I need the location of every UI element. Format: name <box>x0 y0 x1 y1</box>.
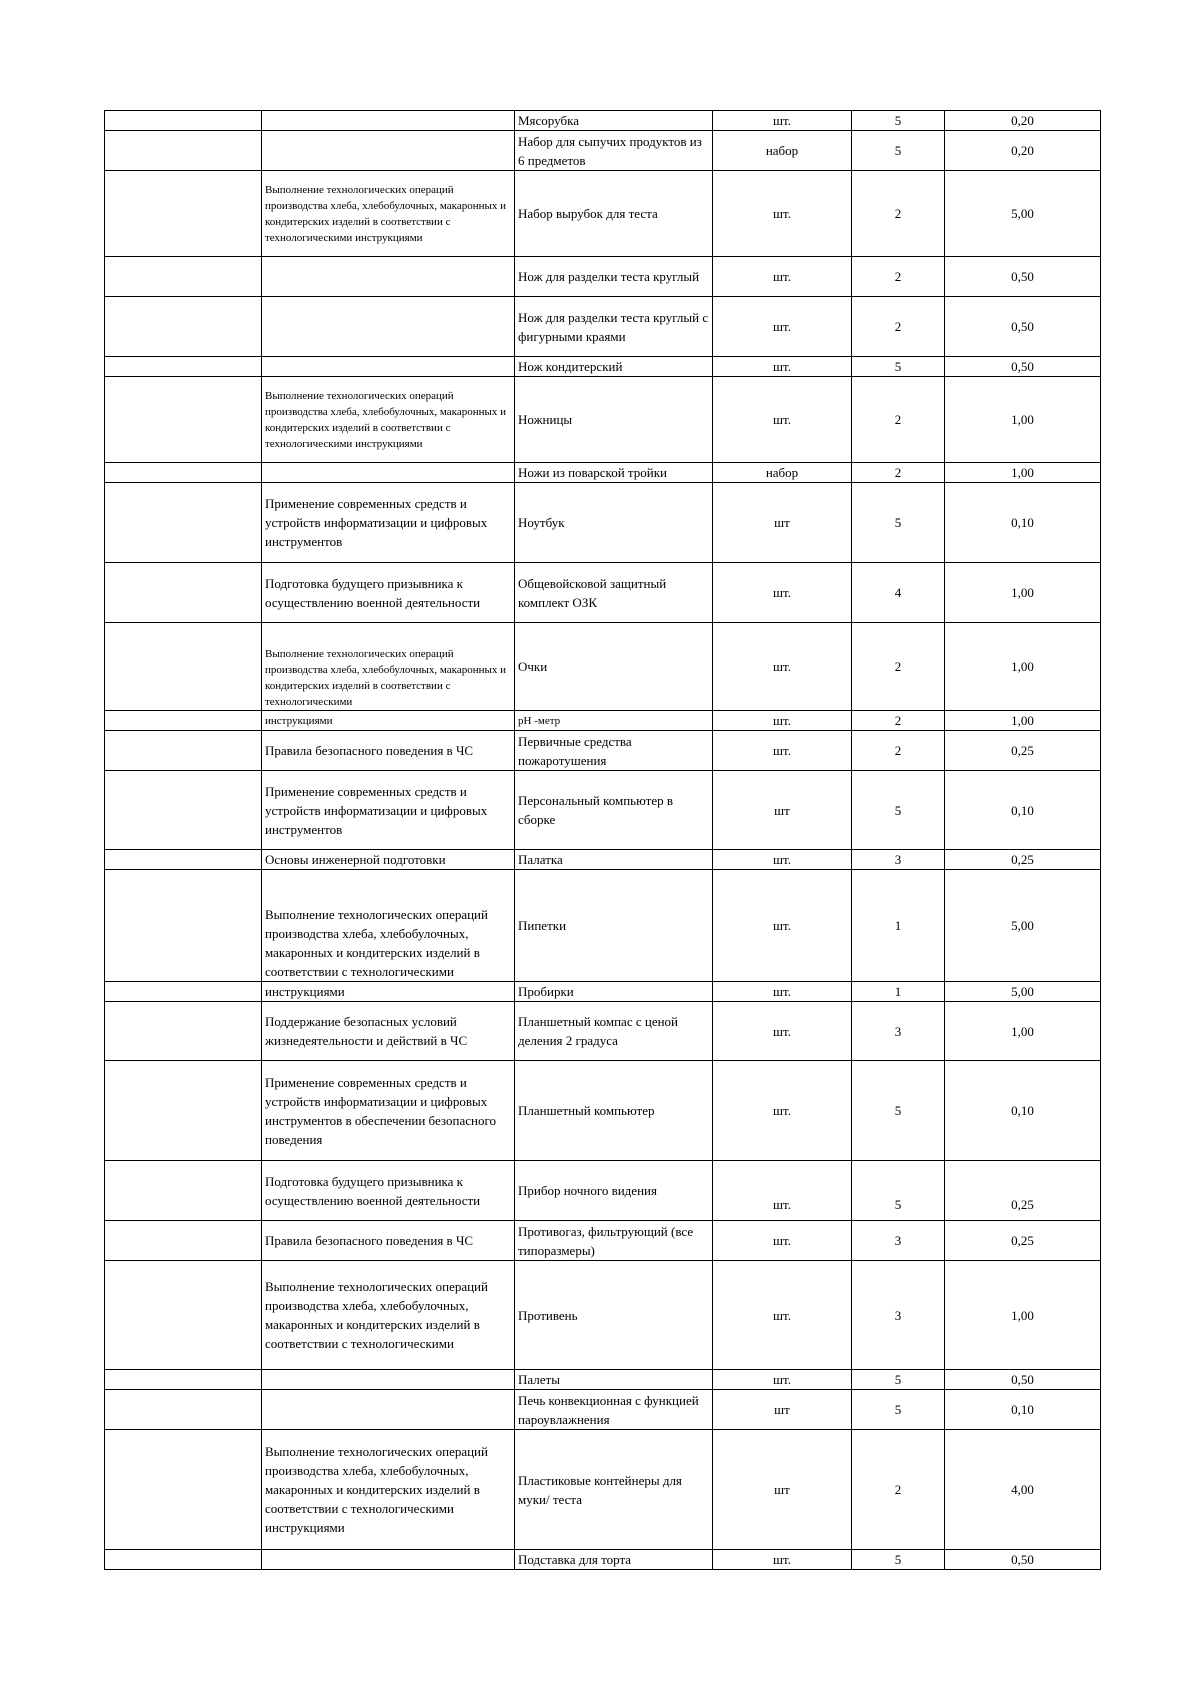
item-name-cell: Общевойсковой защитный комплект ОЗК <box>515 563 713 623</box>
unit-cell: шт. <box>713 257 852 297</box>
table-row <box>105 171 1101 257</box>
quantity-cell: 5 <box>852 1370 945 1390</box>
item-name-cell: Палатка <box>515 850 713 870</box>
table-row <box>105 623 1101 711</box>
item-name-cell: Мясорубка <box>515 111 713 131</box>
table-row <box>105 297 1101 357</box>
quantity-cell: 5 <box>852 771 945 850</box>
section-cell <box>262 357 515 377</box>
quantity-cell: 2 <box>852 463 945 483</box>
row-index-cell <box>105 257 262 297</box>
section-cell: Выполнение технологических операций производства хлеба, хлебобулочных, макаронных и кондитерских изделий в соответствии с технологическими инструкциями <box>262 171 515 257</box>
unit-cell: шт. <box>713 850 852 870</box>
unit-cell: шт. <box>713 377 852 463</box>
row-index-cell <box>105 623 262 711</box>
norm-cell: 5,00 <box>945 171 1101 257</box>
norm-cell: 0,50 <box>945 257 1101 297</box>
norm-cell: 0,20 <box>945 111 1101 131</box>
norm-cell: 0,25 <box>945 850 1101 870</box>
quantity-cell: 2 <box>852 377 945 463</box>
section-cell <box>262 1370 515 1390</box>
section-cell: Подготовка будущего призывника к осуществлению военной деятельности <box>262 563 515 623</box>
section-cell: Правила безопасного поведения в ЧС <box>262 731 515 771</box>
unit-cell: шт <box>713 771 852 850</box>
table-row <box>105 131 1101 171</box>
norm-cell: 4,00 <box>945 1430 1101 1550</box>
row-index-cell <box>105 731 262 771</box>
quantity-cell: 4 <box>852 563 945 623</box>
quantity-cell: 5 <box>852 131 945 171</box>
section-cell: Выполнение технологических операций производства хлеба, хлебобулочных, макаронных и кондитерских изделий в соответствии с технологическими <box>262 623 515 711</box>
norm-cell: 1,00 <box>945 463 1101 483</box>
row-index-cell <box>105 483 262 563</box>
row-index-cell <box>105 111 262 131</box>
section-cell <box>262 463 515 483</box>
table-row <box>105 1370 1101 1390</box>
unit-cell: шт <box>713 483 852 563</box>
row-index-cell <box>105 1390 262 1430</box>
norm-cell: 0,10 <box>945 771 1101 850</box>
quantity-cell: 3 <box>852 850 945 870</box>
section-cell <box>262 1390 515 1430</box>
row-index-cell <box>105 711 262 731</box>
section-cell: Применение современных средств и устройств информатизации и цифровых инструментов <box>262 483 515 563</box>
section-cell: Выполнение технологических операций производства хлеба, хлебобулочных, макаронных и кондитерских изделий в соответствии с технологическими <box>262 870 515 982</box>
table-row <box>105 870 1101 982</box>
section-cell: инструкциями <box>262 982 515 1002</box>
quantity-cell: 2 <box>852 171 945 257</box>
table-row <box>105 982 1101 1002</box>
unit-cell: шт. <box>713 563 852 623</box>
item-name-cell: Нож для разделки теста круглый с фигурными краями <box>515 297 713 357</box>
table-row <box>105 1002 1101 1061</box>
row-index-cell <box>105 357 262 377</box>
norm-cell: 1,00 <box>945 1261 1101 1370</box>
table-row <box>105 257 1101 297</box>
item-name-cell: Пробирки <box>515 982 713 1002</box>
row-index-cell <box>105 1002 262 1061</box>
quantity-cell: 2 <box>852 623 945 711</box>
row-index-cell <box>105 1430 262 1550</box>
quantity-cell: 5 <box>852 1161 945 1221</box>
table-row <box>105 563 1101 623</box>
section-cell: Применение современных средств и устройств информатизации и цифровых инструментов <box>262 771 515 850</box>
norm-cell: 5,00 <box>945 870 1101 982</box>
unit-cell: шт. <box>713 731 852 771</box>
item-name-cell: Прибор ночного видения <box>515 1161 713 1221</box>
quantity-cell: 5 <box>852 1550 945 1570</box>
row-index-cell <box>105 1061 262 1161</box>
table-row <box>105 850 1101 870</box>
norm-cell: 0,50 <box>945 357 1101 377</box>
quantity-cell: 5 <box>852 483 945 563</box>
quantity-cell: 5 <box>852 111 945 131</box>
norm-cell: 0,50 <box>945 1370 1101 1390</box>
row-index-cell <box>105 771 262 850</box>
unit-cell: шт. <box>713 297 852 357</box>
item-name-cell: Набор для сыпучих продуктов из 6 предметов <box>515 131 713 171</box>
item-name-cell: Печь конвекционная с функцией пароувлажнения <box>515 1390 713 1430</box>
quantity-cell: 1 <box>852 982 945 1002</box>
norm-cell: 1,00 <box>945 711 1101 731</box>
row-index-cell <box>105 131 262 171</box>
norm-cell: 0,10 <box>945 1390 1101 1430</box>
norm-cell: 0,50 <box>945 1550 1101 1570</box>
item-name-cell: Пипетки <box>515 870 713 982</box>
table-row <box>105 1261 1101 1370</box>
norm-cell: 0,20 <box>945 131 1101 171</box>
quantity-cell: 5 <box>852 1061 945 1161</box>
quantity-cell: 2 <box>852 257 945 297</box>
norm-cell: 1,00 <box>945 623 1101 711</box>
unit-cell: шт. <box>713 1002 852 1061</box>
unit-cell: шт. <box>713 1161 852 1221</box>
section-cell: Основы инженерной подготовки <box>262 850 515 870</box>
quantity-cell: 2 <box>852 1430 945 1550</box>
norm-cell: 0,25 <box>945 1161 1101 1221</box>
table-row <box>105 111 1101 131</box>
norm-cell: 1,00 <box>945 1002 1101 1061</box>
equipment-table <box>104 110 1101 1570</box>
section-cell: Поддержание безопасных условий жизнедеятельности и действий в ЧС <box>262 1002 515 1061</box>
section-cell <box>262 131 515 171</box>
row-index-cell <box>105 1261 262 1370</box>
row-index-cell <box>105 297 262 357</box>
item-name-cell: Нож кондитерский <box>515 357 713 377</box>
unit-cell: шт. <box>713 357 852 377</box>
section-cell <box>262 1550 515 1570</box>
item-name-cell: pH -метр <box>515 711 713 731</box>
item-name-cell: Персональный компьютер в сборке <box>515 771 713 850</box>
unit-cell: шт. <box>713 1061 852 1161</box>
norm-cell: 0,10 <box>945 483 1101 563</box>
item-name-cell: Противень <box>515 1261 713 1370</box>
table-row <box>105 1550 1101 1570</box>
table-row <box>105 1161 1101 1221</box>
norm-cell: 0,50 <box>945 297 1101 357</box>
row-index-cell <box>105 1221 262 1261</box>
row-index-cell <box>105 982 262 1002</box>
unit-cell: шт. <box>713 111 852 131</box>
unit-cell: шт. <box>713 1370 852 1390</box>
table-row <box>105 1221 1101 1261</box>
norm-cell: 5,00 <box>945 982 1101 1002</box>
section-cell: Выполнение технологических операций производства хлеба, хлебобулочных, макаронных и кондитерских изделий в соответствии с технологическими инструкциями <box>262 377 515 463</box>
norm-cell: 1,00 <box>945 377 1101 463</box>
item-name-cell: Нож для разделки теста круглый <box>515 257 713 297</box>
quantity-cell: 2 <box>852 731 945 771</box>
quantity-cell: 5 <box>852 357 945 377</box>
norm-cell: 1,00 <box>945 563 1101 623</box>
section-cell <box>262 297 515 357</box>
table-row <box>105 1390 1101 1430</box>
norm-cell: 0,25 <box>945 731 1101 771</box>
item-name-cell: Подставка для торта <box>515 1550 713 1570</box>
unit-cell: шт <box>713 1390 852 1430</box>
item-name-cell: Палеты <box>515 1370 713 1390</box>
table-row <box>105 377 1101 463</box>
item-name-cell: Ножницы <box>515 377 713 463</box>
row-index-cell <box>105 463 262 483</box>
section-cell: Выполнение технологических операций производства хлеба, хлебобулочных, макаронных и кондитерских изделий в соответствии с технологическими <box>262 1261 515 1370</box>
quantity-cell: 2 <box>852 297 945 357</box>
unit-cell: шт. <box>713 1221 852 1261</box>
unit-cell: шт. <box>713 982 852 1002</box>
unit-cell: шт. <box>713 1261 852 1370</box>
unit-cell: шт. <box>713 1550 852 1570</box>
table-row <box>105 357 1101 377</box>
row-index-cell <box>105 870 262 982</box>
item-name-cell: Очки <box>515 623 713 711</box>
quantity-cell: 3 <box>852 1221 945 1261</box>
row-index-cell <box>105 1161 262 1221</box>
table-row <box>105 711 1101 731</box>
section-cell: инструкциями <box>262 711 515 731</box>
unit-cell: шт <box>713 1430 852 1550</box>
row-index-cell <box>105 563 262 623</box>
section-cell: Подготовка будущего призывника к осуществлению военной деятельности <box>262 1161 515 1221</box>
unit-cell: набор <box>713 463 852 483</box>
quantity-cell: 3 <box>852 1002 945 1061</box>
quantity-cell: 1 <box>852 870 945 982</box>
row-index-cell <box>105 850 262 870</box>
unit-cell: шт. <box>713 711 852 731</box>
section-cell: Правила безопасного поведения в ЧС <box>262 1221 515 1261</box>
item-name-cell: Ноутбук <box>515 483 713 563</box>
unit-cell: набор <box>713 131 852 171</box>
row-index-cell <box>105 1550 262 1570</box>
norm-cell: 0,10 <box>945 1061 1101 1161</box>
table-row <box>105 483 1101 563</box>
table-row <box>105 1430 1101 1550</box>
section-cell: Применение современных средств и устройств информатизации и цифровых инструментов в обеспечении безопасного поведения <box>262 1061 515 1161</box>
section-cell <box>262 111 515 131</box>
norm-cell: 0,25 <box>945 1221 1101 1261</box>
section-cell <box>262 257 515 297</box>
item-name-cell: Планшетный компьютер <box>515 1061 713 1161</box>
table-row <box>105 463 1101 483</box>
unit-cell: шт. <box>713 623 852 711</box>
item-name-cell: Планшетный компас с ценой деления 2 градуса <box>515 1002 713 1061</box>
quantity-cell: 5 <box>852 1390 945 1430</box>
unit-cell: шт. <box>713 171 852 257</box>
row-index-cell <box>105 171 262 257</box>
table-row <box>105 1061 1101 1161</box>
item-name-cell: Ножи из поварской тройки <box>515 463 713 483</box>
quantity-cell: 2 <box>852 711 945 731</box>
item-name-cell: Пластиковые контейнеры для муки/ теста <box>515 1430 713 1550</box>
item-name-cell: Первичные средства пожаротушения <box>515 731 713 771</box>
table-row <box>105 771 1101 850</box>
unit-cell: шт. <box>713 870 852 982</box>
item-name-cell: Противогаз, фильтрующий (все типоразмеры) <box>515 1221 713 1261</box>
table-row <box>105 731 1101 771</box>
item-name-cell: Набор вырубок для теста <box>515 171 713 257</box>
row-index-cell <box>105 377 262 463</box>
quantity-cell: 3 <box>852 1261 945 1370</box>
section-cell: Выполнение технологических операций производства хлеба, хлебобулочных, макаронных и кондитерских изделий в соответствии с технологическими инструкциями <box>262 1430 515 1550</box>
row-index-cell <box>105 1370 262 1390</box>
